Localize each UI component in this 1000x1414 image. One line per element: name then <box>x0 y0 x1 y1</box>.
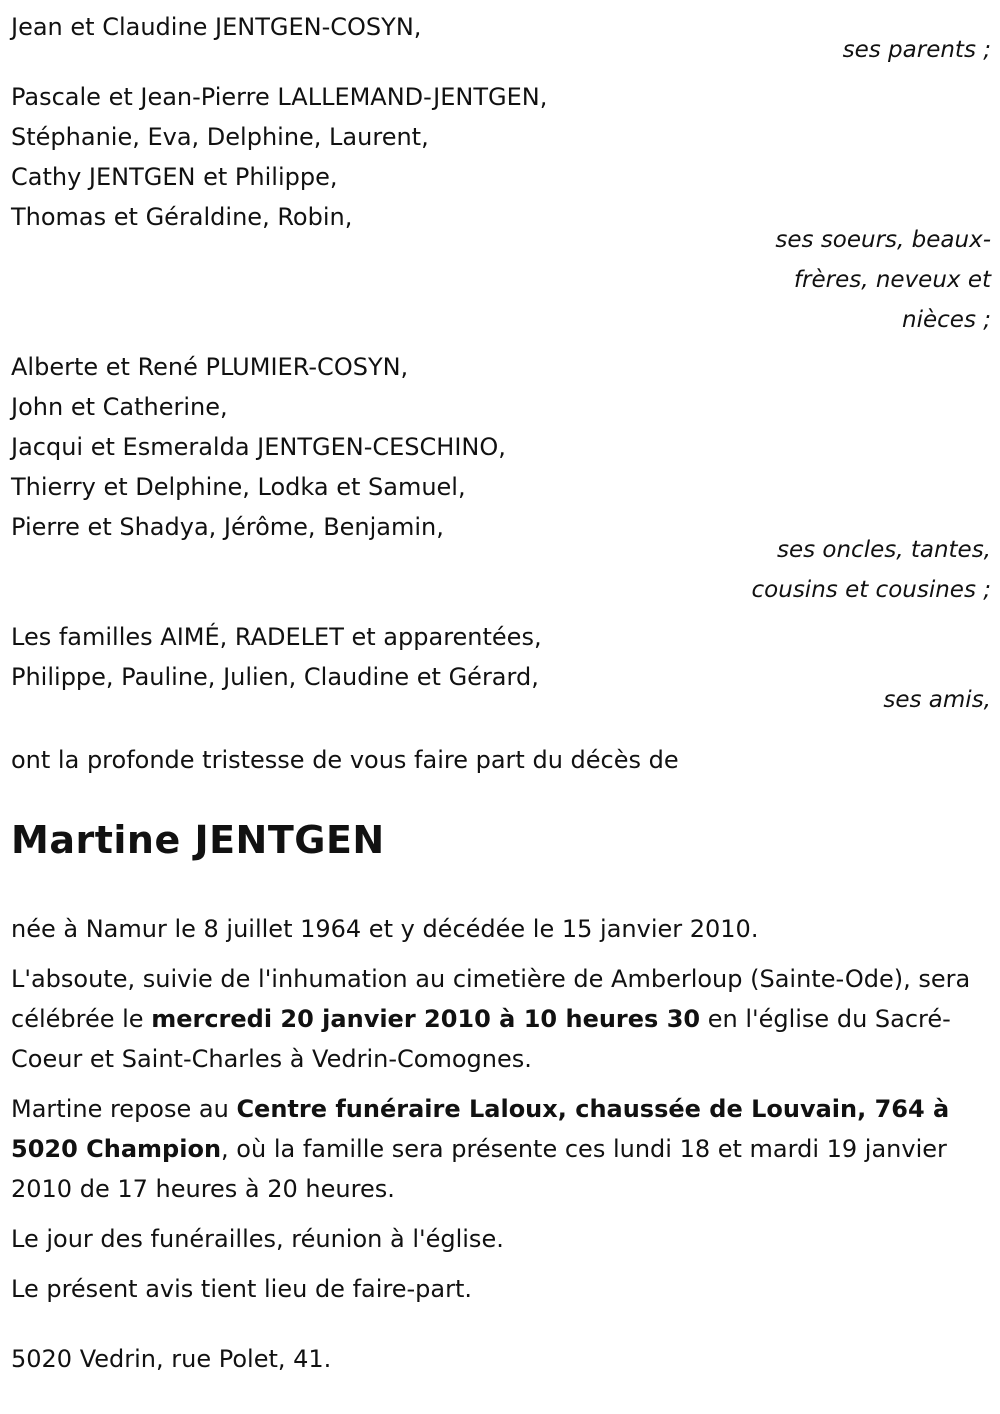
funeral-home: Centre funéraire Laloux, chaussée de Louvain, 764 à 5020 Champion <box>11 1095 950 1163</box>
family-name-line: Stéphanie, Eva, Delphine, Laurent, <box>11 123 429 151</box>
visitation-text-start: Martine repose au <box>11 1095 237 1123</box>
relation-label: ses soeurs, beaux-frères, neveux et nièces ; <box>775 227 991 333</box>
family-names <box>11 70 991 237</box>
family-name-line: Alberte et René PLUMIER-COSYN, <box>11 353 409 381</box>
visitation-text-end: , où la famille sera présente ces lundi 18 et mardi 19 janvier 2010 de 17 heures à 20 heures. <box>11 1135 947 1203</box>
family-name-line: Jacqui et Esmeralda JENTGEN-CESCHINO, <box>11 433 506 461</box>
family-group-friends <box>11 610 991 720</box>
ceremony-info <box>11 959 991 1079</box>
family-name-line: Cathy JENTGEN et Philippe, <box>11 163 338 191</box>
notice-statement: Le présent avis tient lieu de faire-part. <box>11 1275 473 1303</box>
family-address: 5020 Vedrin, rue Polet, 41. <box>11 1345 332 1373</box>
family-name-line: Thomas et Géraldine, Robin, <box>11 203 353 231</box>
funeral-day-note: Le jour des funérailles, réunion à l'église. <box>11 1225 504 1253</box>
ceremony-date: mercredi 20 janvier 2010 à 10 heures 30 <box>151 1005 701 1033</box>
family-group-siblings <box>11 70 991 340</box>
family-name-line: Jean et Claudine JENTGEN-COSYN, <box>11 13 422 41</box>
family-name-line: John et Catherine, <box>11 393 228 421</box>
visitation-info <box>11 1089 991 1209</box>
family-name-line: Pascale et Jean-Pierre LALLEMAND-JENTGEN, <box>11 83 548 111</box>
family-name-line: Philippe, Pauline, Julien, Claudine et Gérard, <box>11 663 539 691</box>
ceremony-text-start: L'absoute, suivie de l'inhumation au cimetière de Amberloup (Sainte-Ode), sera célébrée le <box>11 965 971 1033</box>
relation-label: ses amis, <box>883 687 991 713</box>
announcement-intro: ont la profonde tristesse de vous faire part du décès de <box>11 746 679 774</box>
relation-label: ses parents ; <box>842 37 991 63</box>
ceremony-text-end: en l'église du Sacré-Coeur et Saint-Charles à Vedrin-Comognes. <box>11 1005 951 1073</box>
relation-label: ses oncles, tantes, cousins et cousines ; <box>751 537 991 603</box>
family-group-parents <box>11 0 991 70</box>
family-group-cousins <box>11 340 991 610</box>
family-name-line: Les familles AIMÉ, RADELET et apparentées, <box>11 623 542 651</box>
birth-death-info: née à Namur le 8 juillet 1964 et y décédée le 15 janvier 2010. <box>11 915 759 943</box>
obituary-notice <box>11 0 991 1379</box>
deceased-name: Martine JENTGEN <box>11 818 385 862</box>
family-name-line: Pierre et Shadya, Jérôme, Benjamin, <box>11 513 444 541</box>
family-names <box>11 340 991 547</box>
family-name-line: Thierry et Delphine, Lodka et Samuel, <box>11 473 466 501</box>
